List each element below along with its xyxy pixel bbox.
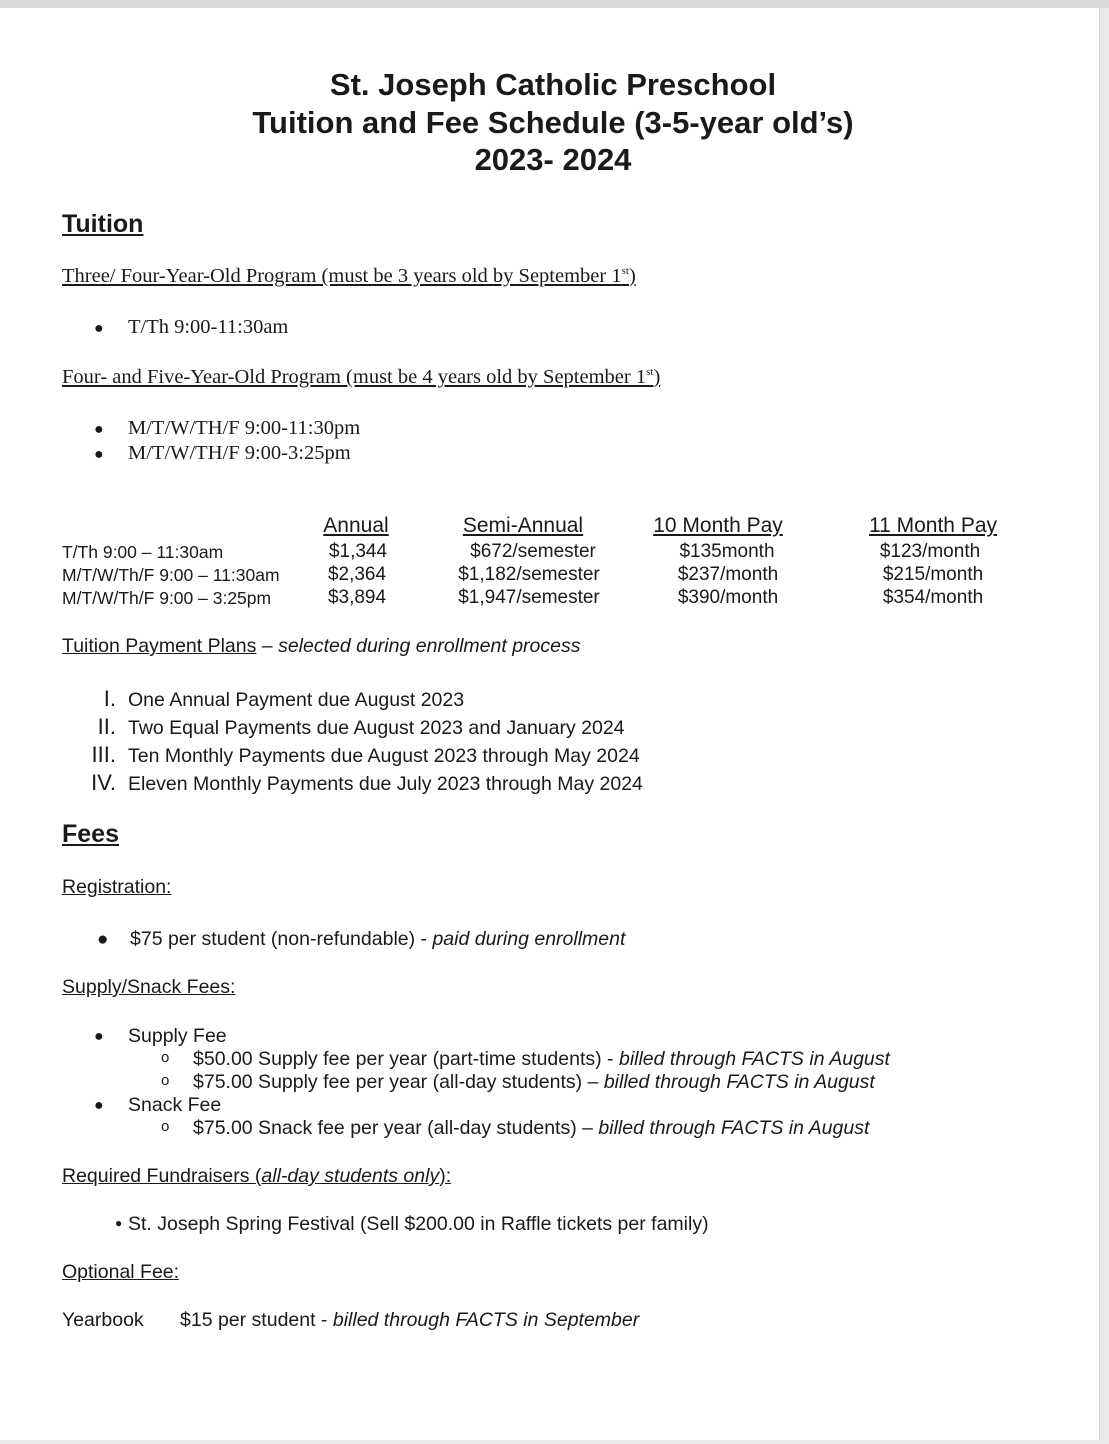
table-cell: $672/semester — [470, 541, 596, 562]
top-edge — [0, 0, 1109, 8]
column-header-10-month: 10 Month Pay — [653, 514, 783, 537]
list-number: IV. — [91, 770, 116, 795]
list-number: II. — [97, 714, 116, 739]
yearbook-text: $15 per student - — [180, 1309, 333, 1331]
table-cell: $3,894 — [327, 587, 387, 608]
fundraisers-label — [62, 1165, 451, 1188]
supply-item-note: billed through FACTS in August — [618, 1048, 890, 1070]
registration-label: Registration: — [62, 876, 172, 898]
supply-fee-label: Supply Fee — [128, 1025, 227, 1047]
table-cell: $237/month — [677, 564, 779, 585]
fundraisers-label-close: ): — [439, 1165, 452, 1187]
snack-item — [193, 1117, 869, 1140]
yearbook-note: billed through FACTS in September — [332, 1309, 640, 1331]
bullet-icon: ● — [94, 421, 104, 438]
program1-label: Three/ Four-Year-Old Program (must be 3 years old by September 1 — [62, 265, 622, 287]
program1-heading — [62, 265, 636, 288]
list-item: Two Equal Payments due August 2023 and January 2024 — [128, 717, 625, 739]
registration-text: $75 per student (non-refundable) - — [130, 928, 433, 950]
fundraisers-label-text: Required Fundraisers ( — [62, 1165, 262, 1187]
table-cell: $1,947/semester — [458, 587, 600, 608]
list-number: I. — [103, 686, 116, 711]
snack-item-note: billed through FACTS in August — [598, 1117, 870, 1139]
table-cell: $2,364 — [327, 564, 387, 585]
fundraiser-item: St. Joseph Spring Festival (Sell $200.00 in Raffle tickets per family) — [128, 1213, 709, 1235]
program2-heading — [62, 366, 660, 389]
yearbook-item — [180, 1309, 639, 1332]
table-cell: $1,182/semester — [458, 564, 600, 585]
list-item: Eleven Monthly Payments due July 2023 through May 2024 — [128, 773, 643, 795]
registration-item — [130, 928, 625, 951]
list-number: III. — [91, 742, 116, 767]
registration-note: paid during enrollment — [432, 928, 626, 950]
title-schedule: Tuition and Fee Schedule (3-5-year old’s) — [252, 104, 854, 140]
circle-bullet-icon: o — [161, 1118, 170, 1135]
table-cell: $354/month — [882, 587, 984, 608]
circle-bullet-icon: o — [161, 1072, 170, 1089]
snack-item-text: $75.00 Snack fee per year (all-day students) – — [193, 1117, 599, 1139]
program2-sup: st — [646, 366, 654, 378]
bullet-icon: ● — [94, 446, 104, 463]
supply-item-note: billed through FACTS in August — [603, 1071, 875, 1093]
fundraisers-label-italic: all-day students only — [261, 1165, 440, 1187]
supply-item-text: $75.00 Supply fee per year (all-day students) – — [193, 1071, 604, 1093]
column-header-11-month: 11 Month Pay — [868, 514, 998, 537]
bullet-icon: ● — [94, 1028, 104, 1045]
program1-item: T/Th 9:00-11:30am — [128, 316, 289, 338]
supply-snack-label: Supply/Snack Fees: — [62, 976, 236, 998]
fees-heading: Fees — [62, 820, 119, 848]
payment-plans-heading — [62, 635, 580, 658]
table-row-label: T/Th 9:00 – 11:30am — [62, 542, 224, 562]
title-year: 2023- 2024 — [474, 142, 632, 177]
program2-label: Four- and Five-Year-Old Program (must be 4 years old by September 1 — [62, 366, 647, 388]
yearbook-label: Yearbook — [62, 1309, 144, 1331]
circle-bullet-icon: o — [161, 1049, 170, 1066]
column-header-semi-annual: Semi-Annual — [462, 514, 584, 537]
supply-item — [193, 1048, 890, 1071]
bullet-icon: ● — [97, 929, 109, 950]
program2-item: M/T/W/TH/F 9:00-3:25pm — [128, 442, 351, 464]
optional-fee-label: Optional Fee: — [62, 1261, 180, 1283]
table-row-label: M/T/W/Th/F 9:00 – 11:30am — [62, 565, 280, 585]
supply-item — [193, 1071, 875, 1094]
table-row-label: M/T/W/Th/F 9:00 – 3:25pm — [62, 588, 272, 608]
table-cell: $1,344 — [328, 541, 388, 562]
snack-fee-label: Snack Fee — [128, 1094, 222, 1116]
document-title — [0, 66, 1106, 179]
bullet-icon: ● — [115, 1216, 123, 1230]
program2-item: M/T/W/TH/F 9:00-11:30pm — [128, 417, 361, 439]
payment-plans-note: selected during enrollment process — [278, 635, 581, 657]
tuition-heading: Tuition — [62, 210, 144, 238]
bullet-icon: ● — [94, 320, 104, 337]
title-school-name: St. Joseph Catholic Preschool — [329, 67, 777, 102]
bullet-icon: ● — [94, 1097, 104, 1114]
payment-plans-dash: – — [256, 635, 279, 657]
table-cell: $135month — [679, 541, 775, 562]
list-item: One Annual Payment due August 2023 — [128, 689, 465, 711]
payment-plans-label: Tuition Payment Plans — [62, 635, 257, 657]
table-cell: $390/month — [677, 587, 779, 608]
program1-close: ) — [628, 265, 636, 287]
program2-close: ) — [653, 366, 661, 388]
table-cell: $215/month — [882, 564, 984, 585]
supply-item-text: $50.00 Supply fee per year (part-time students) - — [193, 1048, 619, 1070]
column-header-annual: Annual — [323, 514, 389, 537]
table-cell: $123/month — [879, 541, 981, 562]
program1-sup: st — [621, 265, 629, 277]
list-item: Ten Monthly Payments due August 2023 through May 2024 — [128, 745, 640, 767]
